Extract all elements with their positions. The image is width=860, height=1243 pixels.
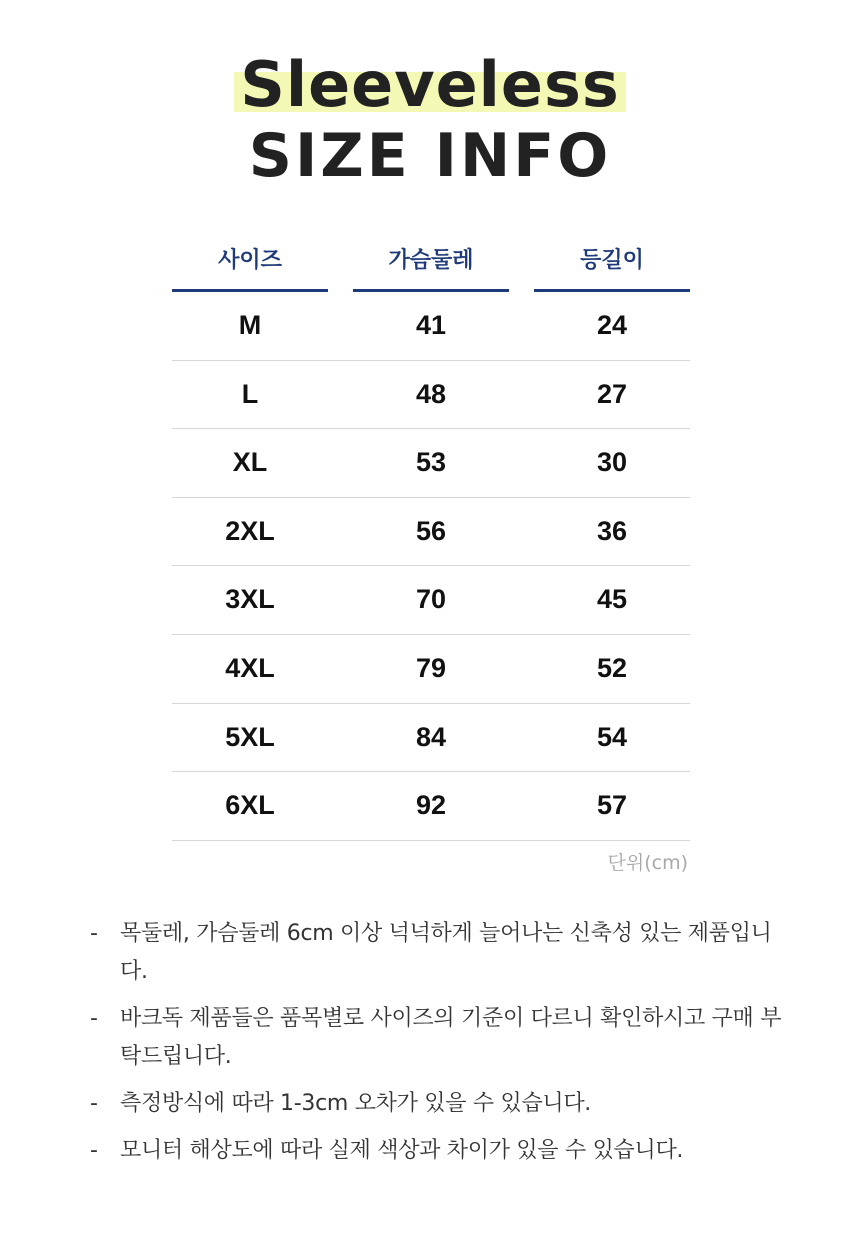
cell-size: 2XL: [225, 515, 275, 546]
table-row: [172, 498, 690, 567]
header-back-length: 등길이: [534, 235, 690, 292]
notes-list: [90, 915, 790, 1179]
cell-back-length: 57: [596, 790, 628, 821]
note-text: 측정방식에 따라 1-3cm 오차가 있을 수 있습니다.: [120, 1091, 591, 1116]
cell-size: 4XL: [225, 652, 275, 683]
cell-chest: 84: [415, 721, 447, 752]
cell-size: 3XL: [225, 584, 275, 615]
header-chest: 가슴둘레: [353, 235, 509, 292]
title-size-info: SIZE INFO: [248, 121, 612, 191]
note-text: 모니터 해상도에 따라 실제 색상과 차이가 있을 수 있습니다.: [120, 1138, 684, 1163]
size-table-header: [172, 235, 690, 292]
page-title: [0, 48, 860, 194]
cell-back-length: 52: [596, 652, 628, 683]
note-item: [90, 915, 790, 991]
note-bullet: -: [90, 1006, 98, 1031]
note-item: [90, 1132, 790, 1170]
cell-chest: 70: [415, 584, 447, 615]
cell-chest: 41: [415, 310, 447, 340]
cell-back-length: 45: [596, 584, 628, 615]
table-row: [172, 292, 690, 361]
title-line1-text: Sleeveless: [240, 48, 620, 121]
title-sleeveless: [234, 48, 626, 122]
cell-size: XL: [232, 447, 268, 478]
note-bullet: -: [90, 921, 98, 946]
cell-back-length: 24: [596, 310, 628, 340]
cell-size: 6XL: [225, 790, 275, 821]
unit-label: 단위(cm): [607, 852, 688, 874]
cell-size: L: [241, 378, 259, 409]
cell-back-length: 36: [596, 515, 628, 546]
table-row: [172, 704, 690, 773]
note-item: [90, 1085, 790, 1123]
cell-chest: 53: [415, 447, 447, 478]
note-text: 목둘레, 가슴둘레 6cm 이상 넉넉하게 늘어나는 신축성 있는 제품입니다.: [120, 921, 772, 984]
note-item: [90, 1000, 790, 1076]
cell-size: M: [238, 310, 262, 340]
cell-chest: 92: [415, 790, 447, 821]
note-bullet: -: [90, 1138, 98, 1163]
table-row: [172, 566, 690, 635]
cell-chest: 56: [415, 515, 447, 546]
cell-back-length: 27: [596, 378, 628, 409]
cell-back-length: 30: [596, 447, 628, 478]
table-row: [172, 635, 690, 704]
cell-size: 5XL: [225, 721, 275, 752]
cell-chest: 79: [415, 652, 447, 683]
cell-chest: 48: [415, 378, 447, 409]
cell-back-length: 54: [596, 721, 628, 752]
table-row: [172, 361, 690, 430]
header-size: 사이즈: [172, 235, 328, 292]
size-table: [172, 235, 690, 841]
note-bullet: -: [90, 1091, 98, 1116]
note-text: 바크독 제품들은 품목별로 사이즈의 기준이 다르니 확인하시고 구매 부탁드립니다.: [120, 1006, 782, 1069]
table-row: [172, 429, 690, 498]
table-row: [172, 772, 690, 841]
